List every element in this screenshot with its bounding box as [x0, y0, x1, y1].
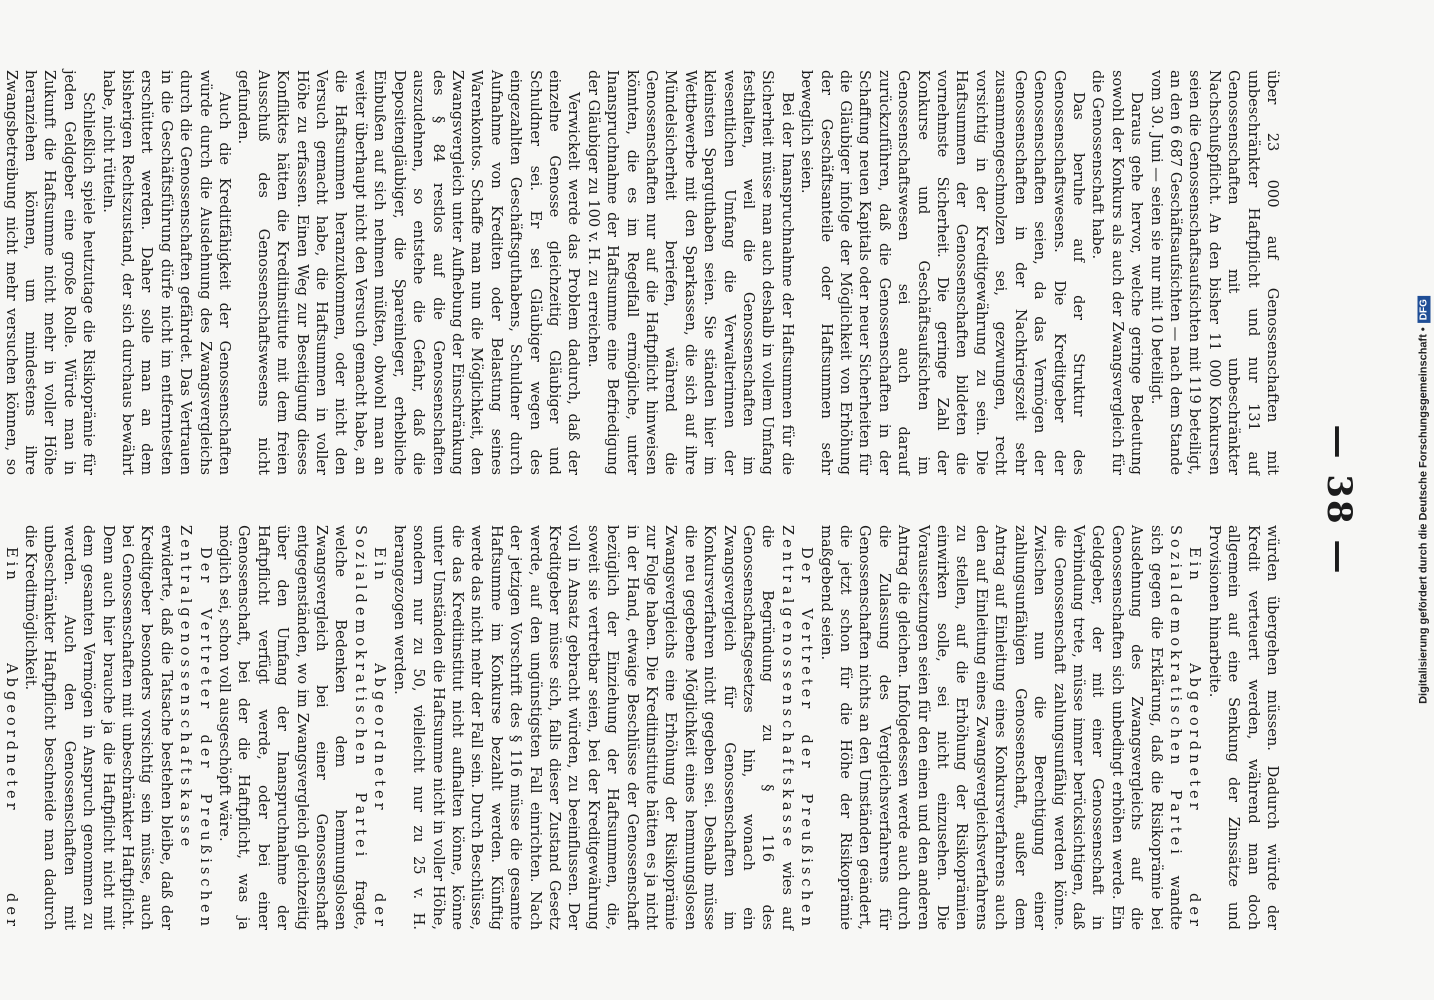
paragraph-text: Schließlich spiele heutzutage die Risikoprämie für jeden Geldgeber eine große Rolle. Würde man in Zukunft die Haftsumme nicht mehr in voller Höhe heranziehen können, um mindestens ihre Zwangsbetreibung nicht mehr versuchen können, so [2, 70, 98, 475]
right-text-column [2, 525, 1282, 930]
paragraph [583, 70, 796, 475]
paragraph-text: Verwickelt werde das Problem dadurch, daß der einzelne Genosse gleichzeitig Gläubiger und Schuldner sei. Er sei Gläubiger wegen des eingezahlten Geschäftsguthabens, Schuldner durch Aufnahme von Krediten oder Belastung seines Warenkontos. Schaffe man nun die Möglichkeit, den Zwangsvergleich unter Aufhebung der Einschränkung des § 84 restlos auf die Genossenschaften auszudehnen, so entstehe die Gefahr, daß die Depositengläubiger, die Spareinleger, erhebliche Einbußen auf sich nehmen müßten, obwohl man an weiter überhaupt nicht den Versuch gemacht habe, an die Haftsummen heranzukommen, oder nicht den Versuch gemacht habe, die Haftsummen in voller Höhe zu erfassen. Einen Weg zur Beseitigung dieses Konfliktes hätten die Kreditinstitute mit dem freien Ausschuß des Genossenschaftswesens nicht gefunden. [235, 70, 583, 475]
paragraph [234, 70, 583, 475]
paragraph-text: über 23 000 auf Genossenschaften mit unbeschränkter Haftpflicht und nur 131 auf Genossenschaften mit unbeschränkter Nachschußpflicht. An den bisher 11 000 Konkursen seien die Genossenschaftsaufsichten mit 119 beteiligt, an den 6 687 Geschäftsaufsichten — nach dem Stande vom 30. Juni — seien sie nur mit 10 beteiligt. [1147, 70, 1281, 475]
paragraph [0, 70, 98, 475]
paragraph-text: erwiderte, daß die Tatsache bestehen bleibe, daß der Kreditgeber besonders vorsichtig sein müsse, auch bei Genossenschaften mit unbeschränkter Haftpflicht. Denn auch hier brauche ja die Haftpflicht nicht mit dem gesamten Vermögen in Anspruch genommen zu werden. Auch den Genossenschaften mit unbeschränkter Haftpflicht beschneide man dadurch die Kreditmöglichkeit. [22, 525, 175, 930]
paragraph [215, 525, 390, 930]
paragraph [98, 70, 234, 475]
paragraph [0, 525, 21, 930]
paragraph [389, 525, 816, 930]
page-number: — 38 — [1319, 424, 1359, 576]
paragraph-text: wies auf die Begründung zu § 116 des Genossenschaftsgesetzes hin, wonach ein Zwangsvergleich für Genossenschaften im Konkursverfahren nicht gegeben sei. Deshalb müsse die neu gegebene Möglichkeit eines hemmungslosen Zwangsvergleichs eine Erhöhung der Risikoprämie zur Folge haben. Die Kreditinstitute hätten es ja nicht in der Hand, etwaige Beschlüsse der Genossenschaft bezüglich der Einziehung der Haftsummen, die, soweit sie vertretbar seien, bei der Kreditgewährung voll in Ansatz gebracht würden, zu beeinflussen. Der Kreditgeber müsse sich, falls dieser Zustand Gesetz werde, auf den ungünstigsten Fall einrichten. Nach der jetzigen Vorschrift des § 116 müsse die gesamte Haftsumme im Konkurse bezahlt werden. Künftig werde das nicht mehr der Fall sein. Durch Beschlüsse, die das Kreditinstitut nicht aufhalten könne, könne unter Umständen die Haftsumme nicht in voller Höhe, sondern nur zu 50, vielleicht nur zu 25 v. H. herangezogen werden. [390, 525, 796, 930]
paragraph [816, 525, 1204, 930]
paragraph-text: Daraus gehe hervor, welche geringe Bedeutung sowohl der Konkurs als auch der Zwangsvergleich für die Genossenschaft habe. [1089, 70, 1146, 475]
speaker-label: Ein Abgeordneter der [2, 547, 20, 930]
paragraph-text: würden übergehen müssen. Dadurch würde der Kredit verteuert werden, während man doch allgemein auf eine Senkung der Zinssätze und Provisionen hinarbeite. [1205, 525, 1281, 930]
rotated-document-page [2, 50, 1377, 950]
left-text-column [2, 70, 1282, 475]
paragraph [1146, 70, 1282, 475]
speaker-label: Der Vertreter der Preußischen Zentralgenossenschaftskasse [778, 525, 816, 930]
digitization-credit [1418, 296, 1431, 704]
paragraph [797, 70, 1088, 475]
speaker-label: Der Vertreter der Preußischen Zentralgenossenschaftskasse [177, 525, 214, 930]
credit-text: Digitalisierung gefördert durch die Deutsche Forschungsgemeinschaft • [1417, 327, 1430, 704]
dfg-logo-badge: DFG [1418, 296, 1431, 323]
speaker-label: Ein Abgeordneter der Sozialdemokratischen Partei [1166, 525, 1204, 930]
speaker-label: Ein Abgeordneter der Sozialdemokratischen Partei [351, 525, 389, 930]
paragraph [1204, 525, 1282, 930]
paragraph-text: fragte, welche Bedenken dem hemmungslosen Zwangsvergleich bei einer Genossenschaft entgegenständen, wo im Zwangsvergleich gleichzeitig über den Umfang der Inanspruchnahme der Haftpflicht verfügt werde, oder bei einer Genossenschaft, bei der die Haftpflicht, was ja möglich sei, schon voll ausgeschöpft wäre. [216, 525, 369, 930]
paragraph-text: Auch die Kreditfähigkeit der Genossenschaften würde durch die Ausdehnung des Zwangsvergleichs durch die Genossenschaften gefährdet. Das Vertrauen in die Geschäftsführung dürfe nicht im entferntesten erschüttert werden. Daher solle man an dem bisherigen Rechtszustand, der sich durchaus bewährt habe, nicht rütteln. [99, 70, 234, 475]
paragraph-text: Das beruhe auf der Struktur des Genossenschaftswesens. Die Kreditgeber der Genossenschaften seien, da das Vermögen der Genossenschaften in der Nachkriegszeit sehr zusammengeschmolzen sei, gezwungen, recht vorsichtig in der Kreditgewährung zu sein. Die Haftsummen der Genossenschaften bildeten die vornehmste Sicherheit. Die geringe Zahl der Konkurse und Geschäftsaufsichten im Genossenschaftswesen sei auch darauf zurückzuführen, daß die Genossenschaften in der Schaffung neuen Kapitals oder neuer Sicherheiten für die Gläubiger infolge der Möglichkeit von Erhöhung der Geschäftsanteile oder Haftsummen sehr beweglich seien. [798, 70, 1087, 475]
paragraph [21, 525, 215, 930]
paragraph-text: Bei der Inanspruchnahme der Haftsummen für die Sicherheit müsse man auch deshalb in vollem Umfang festhalten, weil die Genossenschaften im wesentlichen Umfang die Verwalterinnen der kleinsten Sparguthaben seien. Sie ständen hier im Wettbewerbe mit den Sparkassen, die sich auf ihre Mündelsicherheit beriefen, während die Genossenschaften nur auf die Haftpflicht hinweisen könnten, die es im Regelfall ermögliche, unter Inanspruchnahme der Haftsumme eine Befriedigung der Gläubiger zu 100 v. H. zu erreichen. [584, 70, 796, 475]
paragraph [1088, 70, 1146, 475]
paragraph-text: wandte sich gegen die Erklärung, daß die Risikoprämie bei Ausdehnung des Zwangsvergleichs auf die Genossenschaften sich unbedingt erhöhen werde. Ein Geldgeber, der mit einer Genossenschaft in Verbindung trete, müsse immer berücksichtigen, daß die Genossenschaft zahlungsunfähig werden könne. Zwischen nun die Berechtigung einer zahlungsunfähigen Genossenschaft, außer dem Antrag auf Einleitung eines Konkursverfahrens auch den auf Einleitung eines Zwangsvergleichsverfahrens zu stellen, auf die Erhöhung der Risikoprämien einwirken solle, sei nicht einzusehen. Die Voraussetzungen seien für den einen und den anderen Antrag die gleichen. Infolgedessen werde auch durch die Zulassung des Vergleichsverfahrens für Genossenschaften nichts an den Umständen geändert, die jetzt schon für die Höhe der Risikoprämie maßgebend seien. [817, 525, 1184, 930]
